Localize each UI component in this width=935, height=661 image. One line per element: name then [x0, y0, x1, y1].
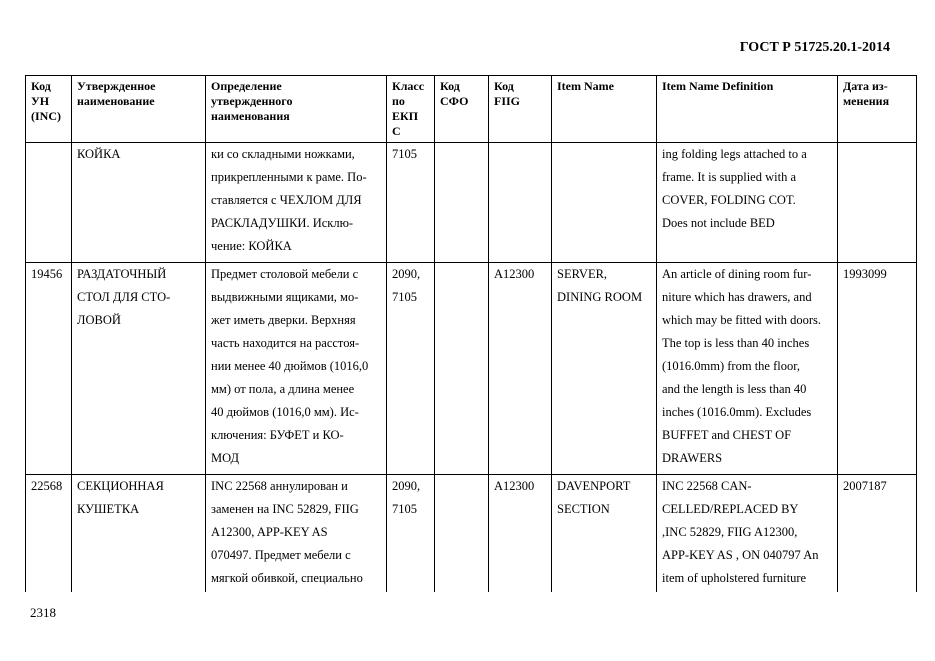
- col-header-definition: Определение утвержденного наименования: [206, 76, 387, 143]
- cell-class: 2090, 7105: [387, 263, 435, 475]
- cell-date: 2007187: [838, 475, 917, 593]
- classification-table: [25, 75, 917, 592]
- header-row: [26, 76, 917, 143]
- table-row: [26, 475, 917, 593]
- cell-inc: 19456: [26, 263, 72, 475]
- cell-fiig: A12300: [489, 475, 552, 593]
- col-header-fiig: Код FIIG: [489, 76, 552, 143]
- cell-approved-name: СЕКЦИОННАЯ КУШЕТКА: [72, 475, 206, 593]
- cell-class: 7105: [387, 143, 435, 263]
- col-header-item-name: Item Name: [552, 76, 657, 143]
- cell-definition: ки со складными ножками, прикрепленными к раме. По- ставляется с ЧЕХЛОМ ДЛЯ РАСКЛАДУШКИ. Исклю- чение: КОЙКА: [206, 143, 387, 263]
- col-header-item-definition: Item Name Definition: [657, 76, 838, 143]
- cell-item-definition: INC 22568 CAN- CELLED/REPLACED BY ,INC 52829, FIIG A12300, APP-KEY AS , ON 040797 An item of upholstered furniture: [657, 475, 838, 593]
- col-header-approved-name: Утвержденное наименование: [72, 76, 206, 143]
- cell-date: [838, 143, 917, 263]
- table-row: [26, 143, 917, 263]
- col-header-inc: Код УН (INC): [26, 76, 72, 143]
- col-header-date: Дата из- менения: [838, 76, 917, 143]
- cell-item-name: DAVENPORT SECTION: [552, 475, 657, 593]
- cell-sfo: [435, 475, 489, 593]
- cell-definition: Предмет столовой мебели с выдвижными ящиками, мо- жет иметь дверки. Верхняя часть находится на расстоя- нии менее 40 дюймов (1016,0 мм) от пола, а длина менее 40 дюймов (1016,0 мм). Ис- ключения: БУФЕТ и КО- МОД: [206, 263, 387, 475]
- cell-item-definition: An article of dining room fur- niture which has drawers, and which may be fitted with doors. The top is less than 40 inches (1016.0mm) from the floor, and the length is less than 40 inches (1016.0mm). Excludes BUFFET and CHEST OF DRAWERS: [657, 263, 838, 475]
- cell-date: 1993099: [838, 263, 917, 475]
- cell-sfo: [435, 143, 489, 263]
- cell-class: 2090, 7105: [387, 475, 435, 593]
- col-header-sfo: Код СФО: [435, 76, 489, 143]
- cell-definition: INC 22568 аннулирован и заменен на INC 52829, FIIG A12300, APP-KEY AS 070497. Предмет мебели с мягкой обивкой, специально: [206, 475, 387, 593]
- cell-approved-name: РАЗДАТОЧНЫЙ СТОЛ ДЛЯ СТО- ЛОВОЙ: [72, 263, 206, 475]
- cell-item-definition: ing folding legs attached to a frame. It is supplied with a COVER, FOLDING COT. Does not include BED: [657, 143, 838, 263]
- cell-inc: [26, 143, 72, 263]
- table-row: [26, 263, 917, 475]
- cell-sfo: [435, 263, 489, 475]
- document-code: ГОСТ Р 51725.20.1-2014: [739, 40, 890, 55]
- col-header-class: Класс по ЕКП С: [387, 76, 435, 143]
- cell-fiig: A12300: [489, 263, 552, 475]
- page-number: 2318: [30, 605, 56, 620]
- cell-item-name: [552, 143, 657, 263]
- cell-inc: 22568: [26, 475, 72, 593]
- cell-item-name: SERVER, DINING ROOM: [552, 263, 657, 475]
- cell-fiig: [489, 143, 552, 263]
- cell-approved-name: КОЙКА: [72, 143, 206, 263]
